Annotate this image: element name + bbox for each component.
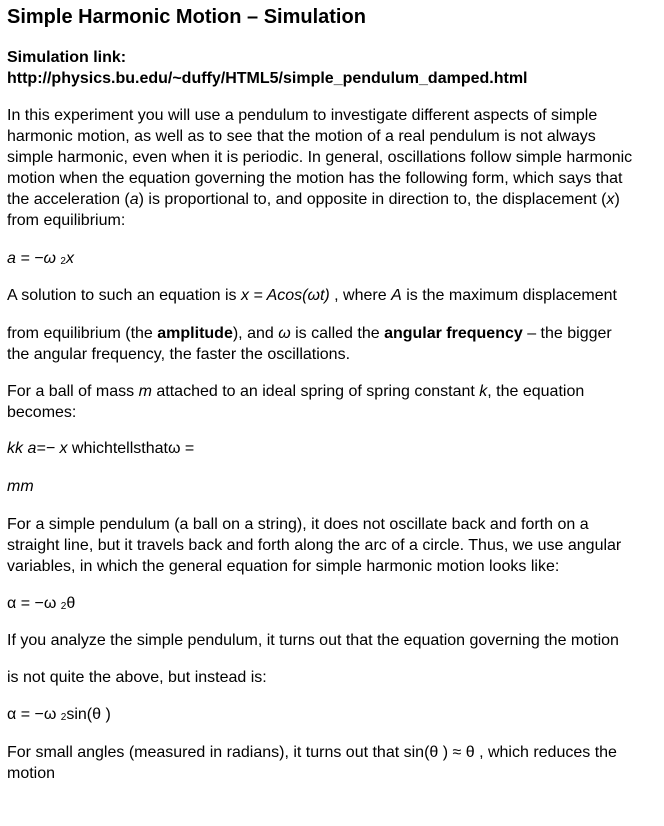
intro-text-1: In this experiment you will use a pendulum to investigate different aspects of simple harmonic motion, as well as to see that the motion of a real pendulum is not always simple harmonic, even when it is periodic. In general, oscillations follow simple harmonic motion when the equation governing the motion has the following form, which says that the acceleration ( [7, 107, 633, 208]
amplitude-paragraph [7, 323, 619, 365]
equation-pendulum [7, 704, 637, 728]
simulation-link-block [7, 47, 637, 89]
not-quite-paragraph: is not quite the above, but instead is: [7, 669, 267, 686]
amplitude-text-1: from equilibrium (the [7, 325, 158, 342]
equation-spring-x: x [59, 440, 68, 457]
equation-spring [7, 438, 637, 459]
omega-symbol: ω [278, 325, 291, 342]
spring-text-1: For a ball of mass [7, 383, 139, 400]
equation-pendulum-lhs: α = −ω [7, 706, 57, 723]
solution-text-1: A solution to such an equation is [7, 287, 241, 304]
equation-spring-rest: whichtellsthatω = [67, 440, 195, 457]
page-title: Simple Harmonic Motion – Simulation [7, 6, 366, 28]
equation-spring-denominator [7, 476, 637, 497]
intro-text-3: ) from equilibrium: [7, 191, 620, 229]
equation-shm-rhs: x [65, 250, 74, 267]
intro-text-2: ) is proportional to, and opposite in direction to, the displacement ( [138, 191, 607, 208]
amplitude-text-4: – the bigger the angular frequency, the faster the oscillations. [7, 325, 612, 363]
equation-angular-exponent: 2 [60, 601, 67, 612]
spring-constant-variable: k [479, 383, 488, 400]
equation-angular-rhs: θ [66, 595, 76, 612]
spring-paragraph [7, 381, 607, 423]
angular-frequency-term: angular frequency [384, 325, 523, 342]
equation-spring-mid: a=− [23, 440, 60, 457]
equation-pendulum-rhs: sin(θ ) [66, 706, 111, 723]
equation-spring-mm: mm [7, 478, 34, 495]
equation-shm [7, 248, 637, 272]
analyze-paragraph: If you analyze the simple pendulum, it turns out that the equation governing the motion [7, 632, 619, 649]
solution-text-2: , where [329, 287, 392, 304]
acceleration-variable: a [129, 191, 139, 208]
equation-shm-exponent: 2 [60, 256, 66, 267]
solution-paragraph [7, 285, 637, 306]
simulation-link-url[interactable]: http://physics.bu.edu/~duffy/HTML5/simple_pendulum_damped.html [7, 70, 528, 87]
spring-text-2: attached to an ideal spring of spring constant [151, 383, 480, 400]
displacement-variable: x [606, 191, 615, 208]
solution-text-3: is the maximum displacement [401, 287, 617, 304]
simulation-link-label: Simulation link: [7, 49, 127, 66]
solution-formula: x = Acos(ωt) [240, 287, 330, 304]
amplitude-text-2: ), and [232, 325, 279, 342]
equation-spring-kk: kk [7, 440, 23, 457]
pendulum-paragraph: For a simple pendulum (a ball on a string), it does not oscillate back and forth on a straight line, but it travels back and forth along the arc of a circle. Thus, we use angular variables, in which the general equation for simple harmonic motion looks like: [7, 516, 622, 575]
equation-angular-shm [7, 593, 637, 617]
spring-text-3: , the equation becomes: [7, 383, 585, 421]
equation-shm-lhs: a = −ω [7, 250, 56, 267]
amplitude-term: amplitude [157, 325, 233, 342]
equation-pendulum-exponent: 2 [60, 712, 67, 723]
amplitude-variable: A [391, 287, 402, 304]
small-angles-paragraph: For small angles (measured in radians), it turns out that sin(θ ) ≈ θ , which reduces the motion [7, 744, 617, 782]
mass-variable: m [138, 383, 152, 400]
intro-paragraph [7, 105, 633, 231]
equation-angular-lhs: α = −ω [7, 595, 57, 612]
amplitude-text-3: is called the [290, 325, 385, 342]
